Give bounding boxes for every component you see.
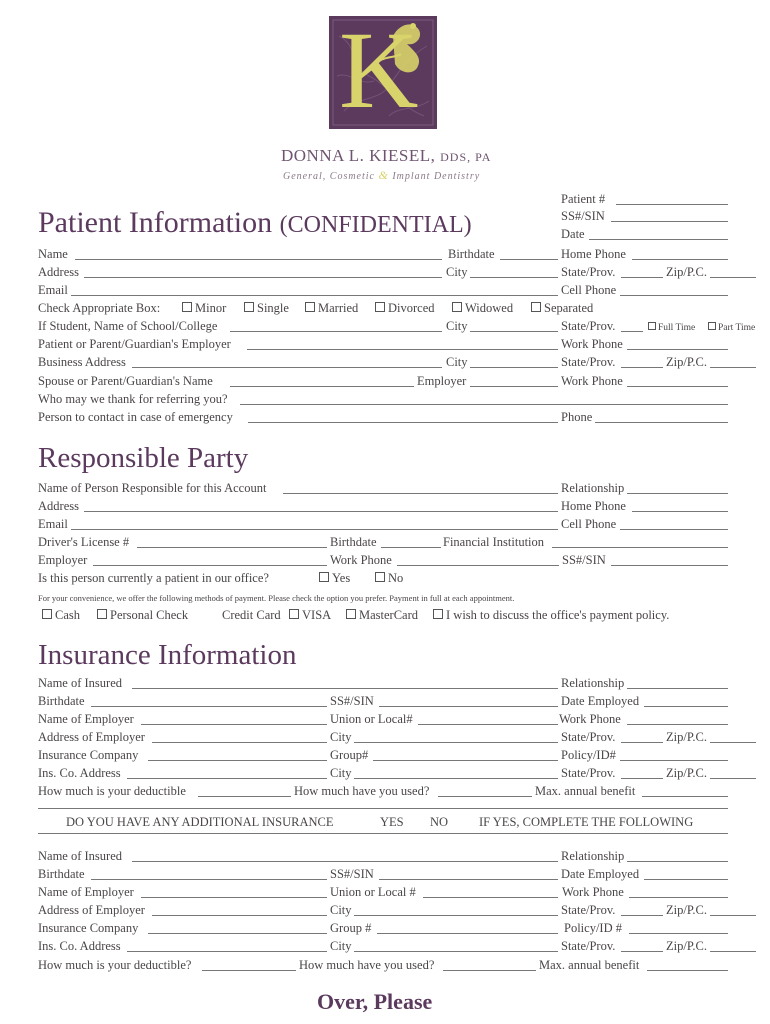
employer-label: Patient or Parent/Guardian's Employer (38, 337, 231, 351)
checkbox-single[interactable] (244, 301, 289, 315)
ins1-used-label: How much have you used? (294, 784, 430, 798)
checkbox-label: Married (318, 301, 359, 315)
additional-insurance-no[interactable]: NO (430, 815, 449, 829)
checkbox-part-time[interactable] (708, 321, 755, 335)
additional-insurance-instruction: IF YES, COMPLETE THE FOLLOWING (479, 815, 694, 829)
checkbox-icon (375, 302, 385, 312)
ins2-company-label: Insurance Company (38, 921, 139, 935)
date-label: Date (561, 227, 585, 241)
business-zip-label: Zip/P.C. (666, 355, 707, 369)
payment-note: For your convenience, we offer the following methods of payment. Please check the option you prefer. Payment in full at each appointment. (38, 593, 515, 603)
checkbox-cash[interactable] (42, 608, 80, 622)
ins1-policy-label: Policy/ID# (561, 748, 616, 762)
checkbox-icon (433, 609, 443, 619)
responsible-cell-line[interactable] (620, 529, 728, 530)
ins1-co-state-line[interactable] (621, 778, 663, 779)
ins1-union-label: Union or Local# (330, 712, 413, 726)
practice-tagline (283, 168, 480, 183)
ins1-state-label: State/Prov. (561, 730, 616, 744)
financial-institution-label: Financial Institution (443, 535, 545, 549)
checkbox-personal-check[interactable] (97, 608, 188, 622)
name-label: Name (38, 247, 68, 261)
responsible-ss-label: SS#/SIN (562, 553, 606, 567)
ins1-employer-label: Name of Employer (38, 712, 134, 726)
ins2-co-address-label: Ins. Co. Address (38, 939, 121, 953)
checkbox-icon (42, 609, 52, 619)
ins2-co-zip-label: Zip/P.C. (666, 939, 707, 953)
ins1-city-line[interactable] (354, 742, 558, 743)
ins1-zip-label: Zip/P.C. (666, 730, 707, 744)
spouse-employer-line[interactable] (470, 386, 558, 387)
ins2-work-phone-line[interactable] (629, 897, 728, 898)
work-phone-label: Work Phone (561, 337, 623, 351)
checkbox-label: I wish to discuss the office's payment policy. (446, 608, 670, 622)
checkbox-label: Divorced (388, 301, 435, 315)
checkbox-icon (305, 302, 315, 312)
ins1-name-line[interactable] (132, 688, 558, 689)
checkbox-label: Yes (332, 571, 351, 585)
emergency-label: Person to contact in case of emergency (38, 410, 233, 424)
ins1-work-phone-label: Work Phone (559, 712, 621, 726)
checkbox-widowed[interactable] (452, 301, 513, 315)
email-label: Email (38, 283, 68, 297)
student-line[interactable] (230, 331, 442, 332)
date-line[interactable] (589, 239, 728, 240)
spouse-line[interactable] (230, 386, 414, 387)
ins2-co-address-line[interactable] (127, 951, 327, 952)
student-city-label: City (446, 319, 468, 333)
ins1-policy-line[interactable] (620, 760, 728, 761)
spouse-employer-label: Employer (417, 374, 467, 388)
ins2-birthdate-label: Birthdate (38, 867, 85, 881)
checkbox-label: MasterCard (359, 608, 419, 622)
checkbox-married[interactable] (305, 301, 358, 315)
business-city-label: City (446, 355, 468, 369)
spouse-work-phone-line[interactable] (627, 386, 728, 387)
additional-insurance-yes[interactable]: YES (380, 815, 404, 829)
ins2-group-line[interactable] (377, 933, 558, 934)
checkbox-icon (708, 322, 716, 330)
ins2-deductible-line[interactable] (202, 970, 296, 971)
work-phone-line[interactable] (627, 349, 728, 350)
additional-insurance-question: DO YOU HAVE ANY ADDITIONAL INSURANCE (66, 815, 334, 829)
ins1-co-address-label: Ins. Co. Address (38, 766, 121, 780)
ins2-used-label: How much have you used? (299, 958, 435, 972)
ins1-max-label: Max. annual benefit (535, 784, 636, 798)
checkbox-label: No (388, 571, 404, 585)
current-patient-label: Is this person currently a patient in our office? (38, 571, 269, 585)
ins1-state-line[interactable] (621, 742, 663, 743)
ins2-deductible-label: How much is your deductible? (38, 958, 192, 972)
responsible-home-phone-line[interactable] (632, 511, 728, 512)
checkbox-icon (452, 302, 462, 312)
name-line[interactable] (75, 259, 442, 260)
checkbox-icon (375, 572, 385, 582)
birthdate-label: Birthdate (448, 247, 495, 261)
patient-number-label: Patient # (561, 192, 606, 206)
ins2-union-label: Union or Local # (330, 885, 416, 899)
ins1-employer-line[interactable] (141, 724, 327, 725)
ins2-relationship-label: Relationship (561, 849, 625, 863)
checkbox-icon (648, 322, 656, 330)
city-line[interactable] (470, 277, 558, 278)
checkbox-label: Personal Check (110, 608, 189, 622)
cell-phone-label: Cell Phone (561, 283, 617, 297)
responsible-name-label: Name of Person Responsible for this Account (38, 481, 267, 495)
responsible-employer-label: Employer (38, 553, 88, 567)
responsible-cell-label: Cell Phone (561, 517, 617, 531)
checkbox-label: Cash (55, 608, 80, 622)
address-label: Address (38, 265, 79, 279)
confidential-label: (CONFIDENTIAL) (279, 212, 472, 238)
responsible-ss-line[interactable] (611, 565, 728, 566)
checkbox-discuss-policy[interactable] (433, 608, 669, 622)
logo-letter: K (339, 9, 419, 131)
checkbox-separated[interactable] (531, 301, 593, 315)
ins1-deductible-label: How much is your deductible (38, 784, 186, 798)
ins2-ss-label: SS#/SIN (330, 867, 374, 881)
ins1-date-employed-line[interactable] (644, 706, 728, 707)
emergency-phone-line[interactable] (595, 422, 728, 423)
responsible-email-label: Email (38, 517, 68, 531)
ins2-name-line[interactable] (132, 861, 558, 862)
birthdate-line[interactable] (500, 259, 558, 260)
ins1-ss-label: SS#/SIN (330, 694, 374, 708)
ins2-co-state-line[interactable] (621, 951, 663, 952)
business-city-line[interactable] (470, 367, 558, 368)
state-line[interactable] (621, 277, 663, 278)
checkbox-icon (319, 572, 329, 582)
city-label: City (446, 265, 468, 279)
ins1-employer-address-label: Address of Employer (38, 730, 145, 744)
checkbox-icon (97, 609, 107, 619)
ins2-max-line[interactable] (647, 970, 728, 971)
checkbox-label: Part Time (718, 323, 756, 333)
ins2-date-employed-line[interactable] (644, 879, 728, 880)
address-line[interactable] (84, 277, 442, 278)
business-address-line[interactable] (132, 367, 442, 368)
business-state-label: State/Prov. (561, 355, 616, 369)
tagline-part-1: General, Cosmetic (283, 171, 375, 182)
ins1-ss-line[interactable] (379, 706, 558, 707)
student-state-line[interactable] (621, 331, 643, 332)
checkbox-label: Widowed (465, 301, 514, 315)
ins1-union-line[interactable] (418, 724, 558, 725)
ins1-relationship-label: Relationship (561, 676, 625, 690)
checkbox-icon (182, 302, 192, 312)
ins2-relationship-line[interactable] (627, 861, 728, 862)
divider-bottom (38, 833, 728, 834)
tagline-ampersand: & (378, 168, 389, 182)
practice-name (281, 146, 491, 166)
financial-institution-line[interactable] (552, 547, 728, 548)
spouse-work-phone-label: Work Phone (561, 374, 623, 388)
ins2-date-employed-label: Date Employed (561, 867, 640, 881)
ins2-city-label: City (330, 903, 352, 917)
checkbox-icon (531, 302, 541, 312)
ins2-union-line[interactable] (423, 897, 558, 898)
credit-card-label: Credit Card (222, 608, 281, 622)
student-label: If Student, Name of School/College (38, 319, 218, 333)
ins2-state-line[interactable] (621, 915, 663, 916)
checkbox-icon (289, 609, 299, 619)
responsible-work-phone-label: Work Phone (330, 553, 392, 567)
ins1-used-line[interactable] (438, 796, 532, 797)
ins2-co-city-line[interactable] (354, 951, 558, 952)
ins2-state-label: State/Prov. (561, 903, 616, 917)
ins2-city-line[interactable] (354, 915, 558, 916)
ins2-work-phone-label: Work Phone (562, 885, 624, 899)
zip-label: Zip/P.C. (666, 265, 707, 279)
ins1-co-zip-label: Zip/P.C. (666, 766, 707, 780)
checkbox-no[interactable] (375, 571, 403, 585)
doctor-name: DONNA L. KIESEL, (281, 146, 436, 165)
responsible-birthdate-line[interactable] (381, 547, 441, 548)
ins2-employer-address-line[interactable] (152, 915, 327, 916)
ins1-group-label: Group# (330, 748, 369, 762)
doctor-credentials: DDS, PA (440, 150, 492, 164)
checkbox-label: Single (257, 301, 289, 315)
home-phone-label: Home Phone (561, 247, 626, 261)
checkbox-label: VISA (302, 608, 332, 622)
ins1-company-line[interactable] (148, 760, 327, 761)
ins1-group-line[interactable] (373, 760, 558, 761)
ins1-co-state-label: State/Prov. (561, 766, 616, 780)
ins1-date-employed-label: Date Employed (561, 694, 640, 708)
ins2-name-label: Name of Insured (38, 849, 122, 863)
zip-line[interactable] (710, 277, 756, 278)
ss-line-top[interactable] (611, 221, 728, 222)
ins1-max-line[interactable] (642, 796, 728, 797)
ins2-group-label: Group # (330, 921, 372, 935)
ins1-co-zip-line[interactable] (710, 778, 756, 779)
ss-label-top: SS#/SIN (561, 209, 605, 223)
checkbox-icon (244, 302, 254, 312)
checkbox-label: Minor (195, 301, 227, 315)
ins2-company-line[interactable] (148, 933, 327, 934)
ins1-zip-line[interactable] (710, 742, 756, 743)
ins2-co-state-label: State/Prov. (561, 939, 616, 953)
cell-phone-line[interactable] (620, 295, 728, 296)
email-line[interactable] (71, 295, 558, 296)
ins2-zip-label: Zip/P.C. (666, 903, 707, 917)
spouse-label: Spouse or Parent/Guardian's Name (38, 374, 213, 388)
emergency-phone-label: Phone (561, 410, 593, 424)
state-label: State/Prov. (561, 265, 616, 279)
ins2-birthdate-line[interactable] (91, 879, 327, 880)
ins1-birthdate-line[interactable] (91, 706, 327, 707)
checkbox-visa[interactable] (289, 608, 331, 622)
license-label: Driver's License # (38, 535, 130, 549)
responsible-name-line[interactable] (283, 493, 558, 494)
ins1-relationship-line[interactable] (627, 688, 728, 689)
license-line[interactable] (137, 547, 327, 548)
ins1-city-label: City (330, 730, 352, 744)
check-box-label: Check Appropriate Box: (38, 301, 161, 315)
ins1-deductible-line[interactable] (198, 796, 291, 797)
patient-number-line[interactable] (616, 204, 728, 205)
ins2-used-line[interactable] (443, 970, 536, 971)
checkbox-full-time[interactable] (648, 321, 695, 335)
ins1-co-city-line[interactable] (354, 778, 558, 779)
ins2-max-label: Max. annual benefit (539, 958, 640, 972)
checkbox-label: Full Time (658, 323, 696, 333)
responsible-party-title: Responsible Party (38, 442, 249, 474)
responsible-employer-line[interactable] (93, 565, 327, 566)
ins2-policy-line[interactable] (629, 933, 728, 934)
ins1-company-label: Insurance Company (38, 748, 139, 762)
responsible-relationship-label: Relationship (561, 481, 625, 495)
ins1-co-city-label: City (330, 766, 352, 780)
ins1-work-phone-line[interactable] (627, 724, 728, 725)
patient-info-heading: Patient Information (38, 206, 273, 239)
divider-top (38, 808, 728, 809)
home-phone-line[interactable] (632, 259, 728, 260)
ins1-name-label: Name of Insured (38, 676, 122, 690)
responsible-work-phone-line[interactable] (397, 565, 559, 566)
checkbox-mastercard[interactable] (346, 608, 418, 622)
ins2-policy-label: Policy/ID # (564, 921, 622, 935)
practice-logo (329, 9, 437, 131)
ins2-zip-line[interactable] (710, 915, 756, 916)
business-state-line[interactable] (621, 367, 663, 368)
ins1-employer-address-line[interactable] (152, 742, 327, 743)
business-address-label: Business Address (38, 355, 126, 369)
responsible-email-line[interactable] (71, 529, 558, 530)
ins2-co-zip-line[interactable] (710, 951, 756, 952)
checkbox-label: Separated (544, 301, 594, 315)
student-city-line[interactable] (470, 331, 558, 332)
emergency-line[interactable] (248, 422, 558, 423)
responsible-relationship-line[interactable] (627, 493, 728, 494)
checkbox-icon (346, 609, 356, 619)
ins2-employer-address-label: Address of Employer (38, 903, 145, 917)
ins2-employer-line[interactable] (141, 897, 327, 898)
patient-info-title (38, 206, 472, 242)
checkbox-divorced[interactable] (375, 301, 435, 315)
referral-label: Who may we thank for referring you? (38, 392, 228, 406)
ins2-ss-line[interactable] (379, 879, 558, 880)
responsible-address-line[interactable] (84, 511, 558, 512)
employer-line[interactable] (247, 349, 558, 350)
tagline-part-2: Implant Dentistry (392, 171, 481, 182)
referral-line[interactable] (240, 404, 728, 405)
responsible-birthdate-label: Birthdate (330, 535, 377, 549)
business-zip-line[interactable] (710, 367, 756, 368)
insurance-info-title: Insurance Information (38, 639, 297, 671)
ins2-employer-label: Name of Employer (38, 885, 134, 899)
responsible-address-label: Address (38, 499, 79, 513)
student-state-label: State/Prov. (561, 319, 616, 333)
responsible-home-phone-label: Home Phone (561, 499, 626, 513)
checkbox-yes[interactable] (319, 571, 350, 585)
ins1-co-address-line[interactable] (127, 778, 327, 779)
ins2-co-city-label: City (330, 939, 352, 953)
ins1-birthdate-label: Birthdate (38, 694, 85, 708)
checkbox-minor[interactable] (182, 301, 226, 315)
over-please-footer: Over, Please (317, 989, 433, 1014)
